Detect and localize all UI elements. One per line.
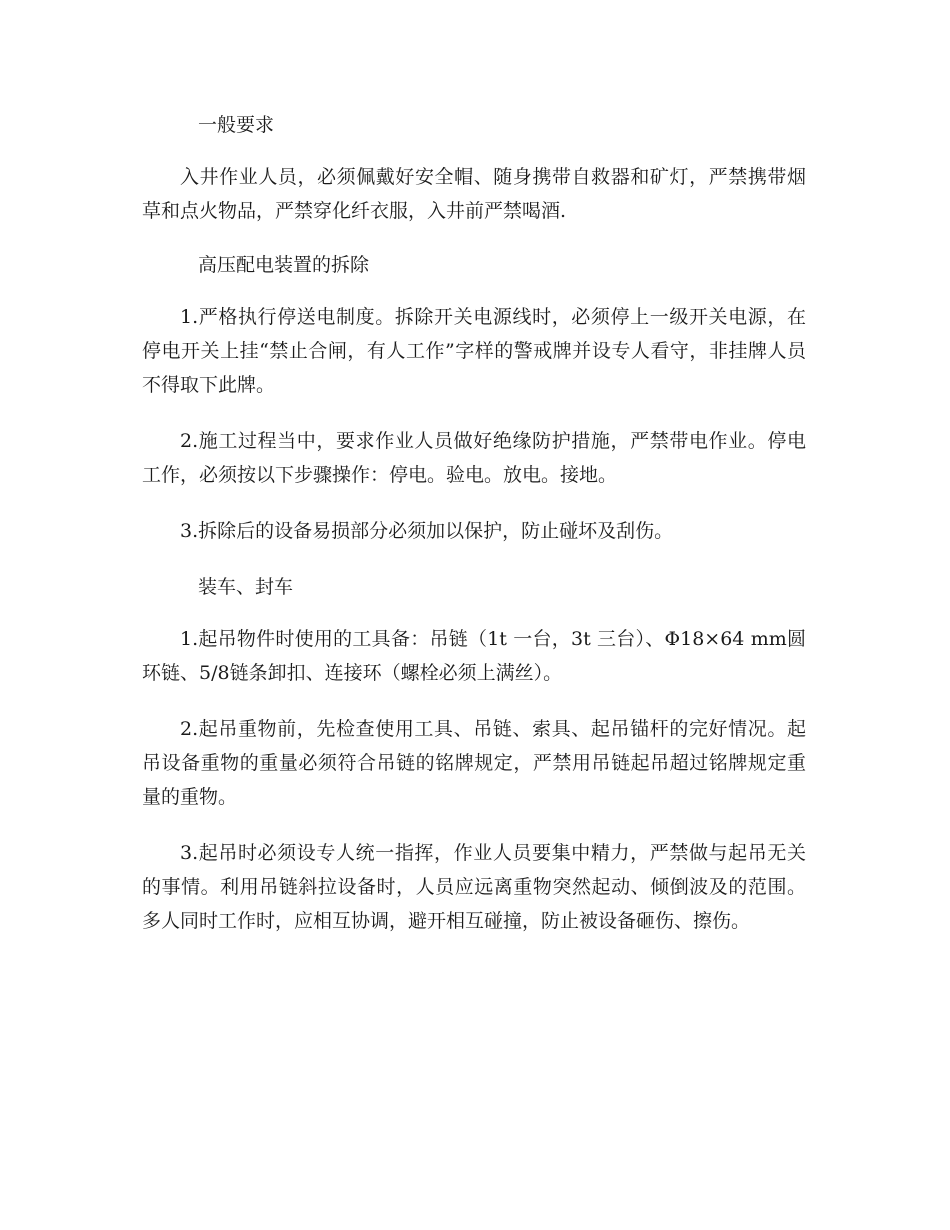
- list-item-hv-3: 3.拆除后的设备易损部分必须加以保护，防止碰坏及刮伤。: [180, 520, 674, 542]
- list-item-loading-2: 2.起吊重物前，先检查使用工具、吊链、索具、起吊锚杆的完好情况。起吊设备重物的重量必须符合吊链的铭牌规定，严禁用吊链起吊超过铭牌规定重量的重物。: [142, 718, 806, 808]
- section-heading-loading: 装车、封车: [198, 576, 294, 598]
- paragraph-general-requirements: 入井作业人员，必须佩戴好安全帽、随身携带自救器和矿灯，严禁携带烟草和点火物品，严禁穿化纤衣服，入井前严禁喝酒.: [142, 166, 806, 222]
- document-body: [142, 108, 806, 960]
- list-item-hv-1: 1.严格执行停送电制度。拆除开关电源线时，必须停上一级开关电源，在停电开关上挂“禁止合闸，有人工作”字样的警戒牌并设专人看守，非挂牌人员不得取下此牌。: [142, 306, 806, 396]
- list-item-loading-1: 1.起吊物件时使用的工具备：吊链（1t 一台，3t 三台）、Φ18×64 mm圆环链、5/8链条卸扣、连接环（螺栓必须上满丝）。: [142, 628, 806, 684]
- list-item-loading-3: 3.起吊时必须设专人统一指挥，作业人员要集中精力，严禁做与起吊无关的事情。利用吊链斜拉设备时，人员应远离重物突然起动、倾倒波及的范围。多人同时工作时，应相互协调，避开相互碰撞，防止被设备砸伤、擦伤。: [142, 842, 806, 932]
- section-heading-hv-removal: 高压配电装置的拆除: [198, 254, 370, 276]
- list-item-hv-2: 2.施工过程当中，要求作业人员做好绝缘防护措施，严禁带电作业。停电工作，必须按以下步骤操作：停电。验电。放电。接地。: [142, 430, 806, 486]
- section-heading-general: 一般要求: [198, 114, 275, 136]
